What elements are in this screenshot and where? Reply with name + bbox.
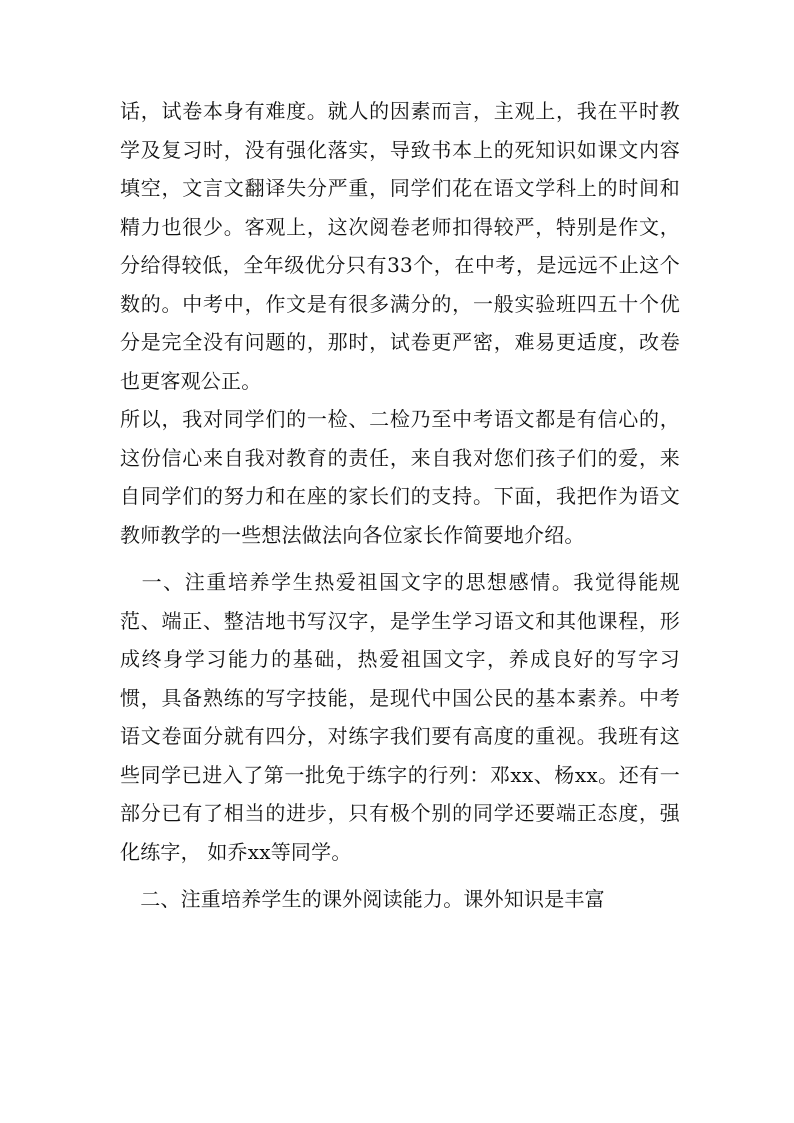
- paragraph-section-one: 一、注重培养学生热爱祖国文字的思想感情。我觉得能规范、端正、整洁地书写汉字，是学生学习语文和其他课程，形成终身学习能力的基础，热爱祖国文字，养成良好的写字习惯，具备熟练的写字技能，是现代中国公民的基本素养。中考语文卷面分就有四分，对练字我们要有高度的重视。我班有这些同学已进入了第一批免于练字的行列：邓xx、杨xx。还有一部分已有了相当的进步，只有极个别的同学还要端正态度，强化练字， 如乔xx等同学。: [120, 570, 680, 864]
- document-body: [120, 92, 680, 919]
- paragraph-confidence: 所以，我对同学们的一检、二检乃至中考语文都是有信心的，这份信心来自我对教育的责任，来自我对您们孩子们的爱，来自同学们的努力和在座的家长们的支持。下面，我把作为语文教师教学的一些想法做法向各位家长作简要地介绍。: [120, 407, 680, 547]
- paragraph-section-two: 二、注重培养学生的课外阅读能力。课外知识是丰富: [120, 887, 605, 911]
- paragraph-exam-analysis: 话，试卷本身有难度。就人的因素而言，主观上，我在平时教学及复习时，没有强化落实，导致书本上的死知识如课文内容填空，文言文翻译失分严重，同学们花在语文学科上的时间和精力也很少。客观上，这次阅卷老师扣得较严，特别是作文，分给得较低，全年级优分只有33个，在中考，是远远不止这个数的。中考中，作文是有很多满分的，一般实验班四五十个优分是完全没有问题的，那时，试卷更严密，难易更适度，改卷也更客观公正。: [120, 99, 680, 393]
